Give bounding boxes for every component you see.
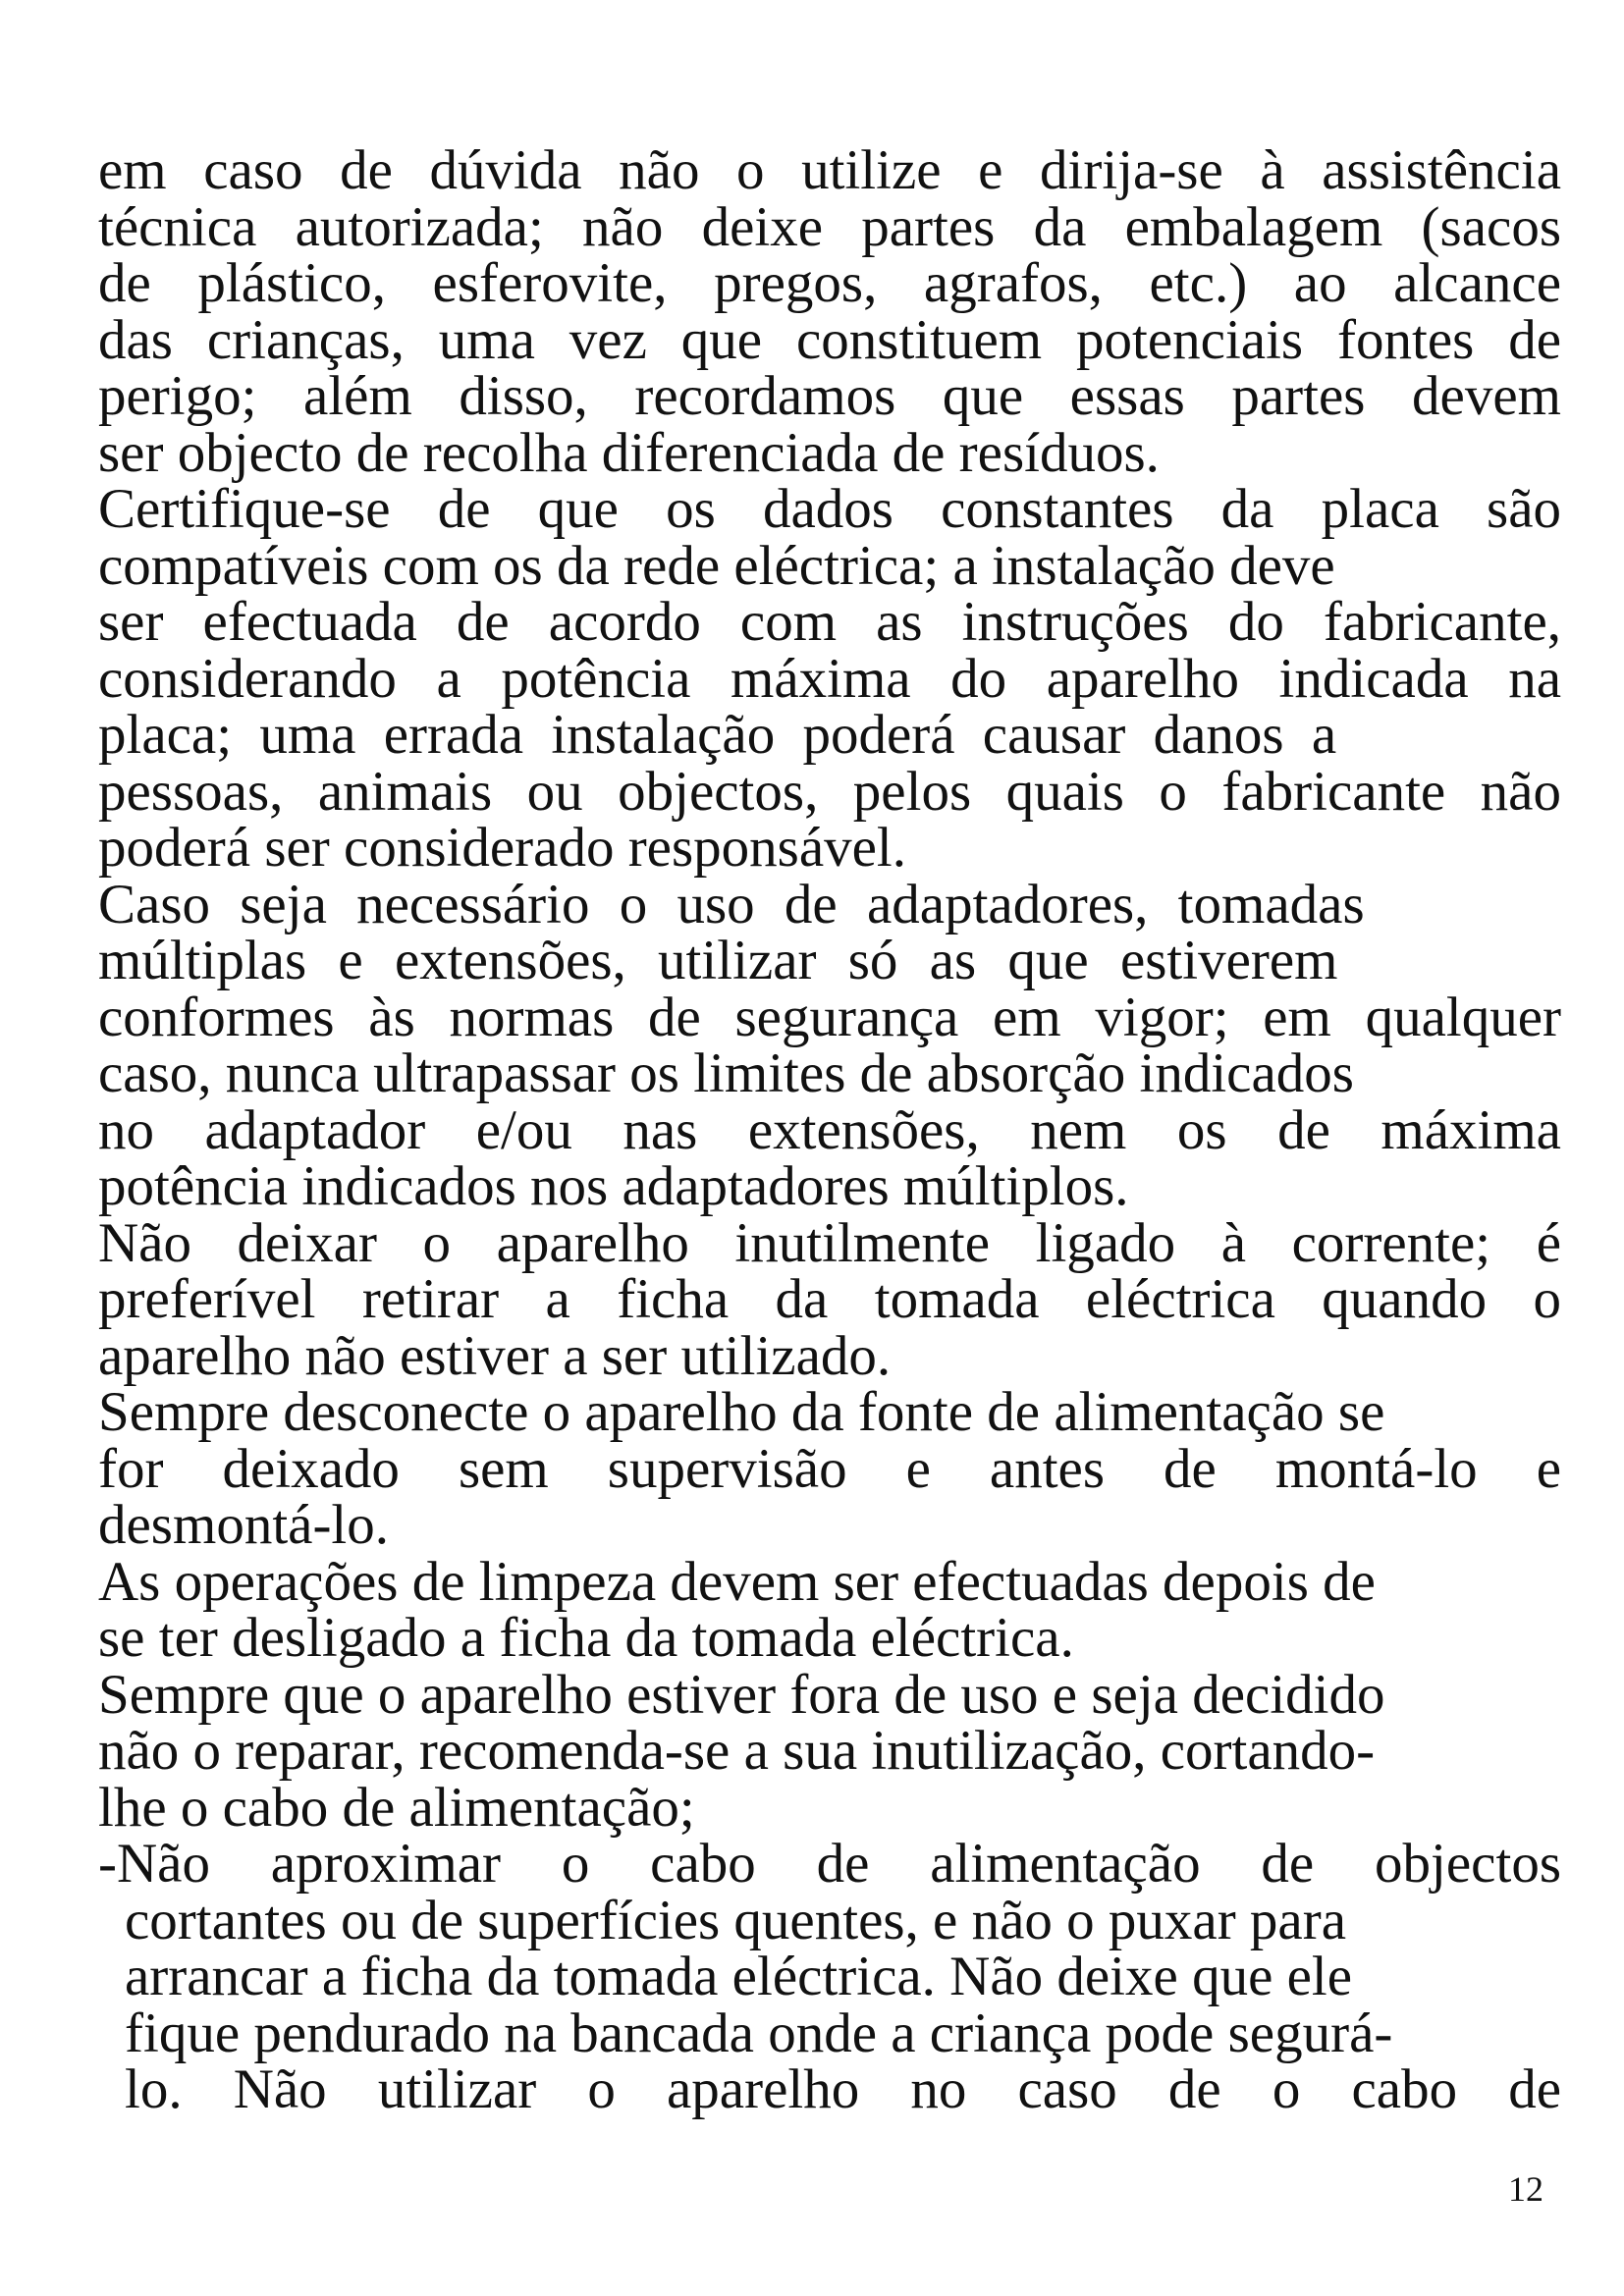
text-line: lhe o cabo de alimentação; xyxy=(98,1776,695,1839)
text-line: preferível retirar a ficha da tomada eléctrica quando o xyxy=(98,1268,1561,1330)
text-line: cortantes ou de superfícies quentes, e não o puxar para xyxy=(125,1889,1347,1951)
text-line: placa; uma errada instalação poderá causar danos a xyxy=(98,704,1337,766)
text-line: poderá ser considerado responsável. xyxy=(98,817,907,879)
text-line: conformes às normas de segurança em vigor; em qualquer xyxy=(98,986,1561,1048)
text-line: em caso de dúvida não o utilize e dirija-se à assistência xyxy=(98,139,1561,201)
text-line: lo. Não utilizar o aparelho no caso de o cabo de xyxy=(125,2058,1561,2120)
text-line: compatíveis com os da rede eléctrica; a instalação deve xyxy=(98,534,1335,597)
text-line: de plástico, esferovite, pregos, agrafos, etc.) ao alcance xyxy=(98,252,1561,314)
body-text xyxy=(98,139,1561,2120)
text-line: ser efectuada de acordo com as instruções do fabricante, xyxy=(98,591,1561,653)
text-line: Não deixar o aparelho inutilmente ligado à corrente; é xyxy=(98,1211,1561,1274)
text-line: técnica autorizada; não deixe partes da embalagem (sacos xyxy=(98,195,1561,258)
text-line: As operações de limpeza devem ser efectuadas depois de xyxy=(98,1550,1376,1613)
text-line: pessoas, animais ou objectos, pelos quais o fabricante não xyxy=(98,760,1561,823)
text-line: Certifique-se de que os dados constantes da placa são xyxy=(98,478,1561,540)
text-line: fique pendurado na bancada onde a criança pode segurá- xyxy=(125,2002,1393,2064)
bullet-line: -Não aproximar o cabo de alimentação de objectos xyxy=(98,1833,1561,1895)
text-line: não o reparar, recomenda-se a sua inutilização, cortando- xyxy=(98,1720,1376,1782)
text-line: no adaptador e/ou nas extensões, nem os de máxima xyxy=(98,1098,1561,1161)
text-line: considerando a potência máxima do aparelho indicada na xyxy=(98,647,1561,710)
text-line: das crianças, uma vez que constituem potenciais fontes de xyxy=(98,308,1561,371)
text-line: Sempre desconecte o aparelho da fonte de alimentação se xyxy=(98,1381,1385,1443)
text-line: caso, nunca ultrapassar os limites de absorção indicados xyxy=(98,1042,1354,1104)
text-line: arrancar a ficha da tomada eléctrica. Não deixe que ele xyxy=(125,1946,1353,2007)
text-line: Caso seja necessário o uso de adaptadores, tomadas xyxy=(98,873,1365,935)
text-line: desmontá-lo. xyxy=(98,1494,390,1556)
text-line: múltiplas e extensões, utilizar só as que estiverem xyxy=(98,930,1338,991)
text-line: for deixado sem supervisão e antes de montá-lo e xyxy=(98,1437,1561,1500)
text-line: se ter desligado a ficha da tomada eléctrica. xyxy=(98,1607,1074,1669)
text-line: potência indicados nos adaptadores múltiplos. xyxy=(98,1155,1129,1217)
page-number: 12 xyxy=(1508,2169,1543,2209)
text-line: ser objecto de recolha diferenciada de resíduos. xyxy=(98,421,1160,484)
text-line: perigo; além disso, recordamos que essas partes devem xyxy=(98,365,1561,427)
text-line: Sempre que o aparelho estiver fora de uso e seja decidido xyxy=(98,1663,1385,1726)
text-line: aparelho não estiver a ser utilizado. xyxy=(98,1324,892,1387)
